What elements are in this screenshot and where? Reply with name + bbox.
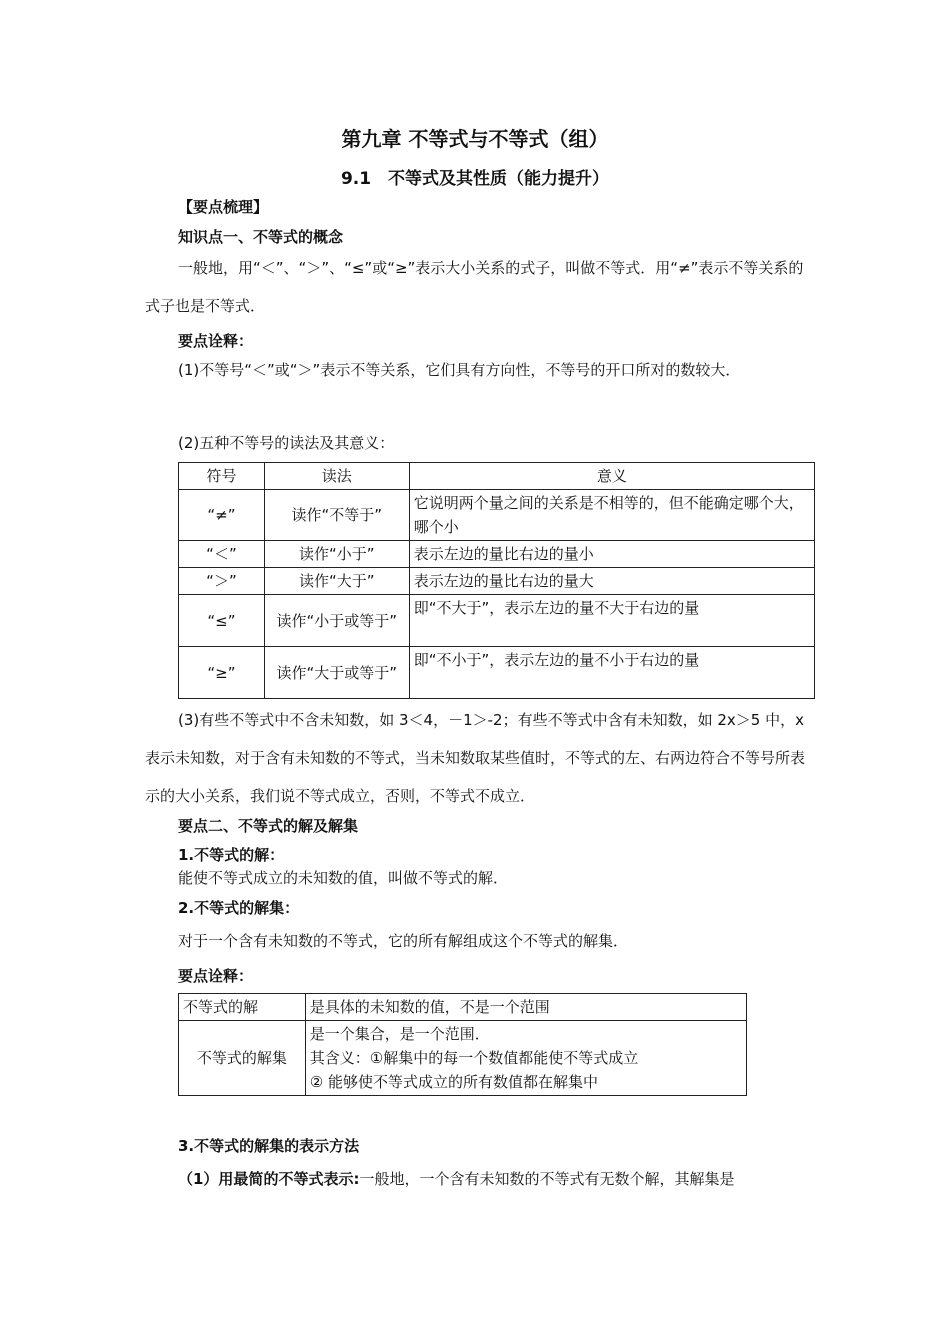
meaning-cell: 表示左边的量比右边的量大 <box>409 568 814 595</box>
solution-set-table <box>178 993 747 1096</box>
kp1-note1: (1)不等号“＜”或“＞”表示不等关系，它们具有方向性，不等号的开口所对的数较大． <box>178 361 741 379</box>
kp2-sub2-heading: 2.不等式的解集： <box>178 899 300 917</box>
reading-cell: 读作“小于” <box>264 541 409 568</box>
kp2-sub3-line <box>178 1168 734 1189</box>
table-header-row <box>179 463 815 490</box>
reading-cell: 读作“大于” <box>264 568 409 595</box>
table-row <box>179 994 747 1021</box>
symbol-cell: “≤” <box>179 595 265 647</box>
section-heading: 【要点梳理】 <box>178 198 269 216</box>
symbol-cell: “≠” <box>179 490 265 541</box>
page-subtitle: 9.1 不等式及其性质（能力提升） <box>340 169 610 189</box>
kp2-heading: 要点二、不等式的解及解集 <box>178 817 359 835</box>
kp2-sub2-text: 对于一个含有未知数的不等式，它的所有解组成这个不等式的解集． <box>178 932 629 950</box>
reading-cell: 读作“小于或等于” <box>264 595 409 647</box>
table-row <box>179 1021 747 1096</box>
row-label: 不等式的解 <box>179 994 306 1021</box>
symbol-cell: “≥” <box>179 647 265 699</box>
row-text: 是具体的未知数的值，不是一个范围 <box>305 994 746 1021</box>
kp2-sub1-heading: 1.不等式的解： <box>178 846 285 864</box>
meaning-cell: 即“不大于”，表示左边的量不大于右边的量 <box>409 595 814 647</box>
table-header: 意义 <box>409 463 814 490</box>
table-row <box>179 595 815 647</box>
row-text-multi <box>305 1021 746 1096</box>
row-label: 不等式的解集 <box>179 1021 306 1096</box>
kp2-sub3-heading: 3.不等式的解集的表示方法 <box>178 1137 360 1155</box>
meaning-cell: 它说明两个量之间的关系是不相等的，但不能确定哪个大，哪个小 <box>409 490 814 541</box>
reading-cell: 读作“大于或等于” <box>264 647 409 699</box>
table-row <box>179 568 815 595</box>
page-title: 第九章 不等式与不等式（组） <box>341 127 609 151</box>
symbol-cell: “＜” <box>179 541 265 568</box>
reading-cell: 读作“不等于” <box>264 490 409 541</box>
table-row <box>179 647 815 699</box>
meaning-cell: 即“不小于”，表示左边的量不小于右边的量 <box>409 647 814 699</box>
sub3-text: 一般地，一个含有未知数的不等式有无数个解，其解集是 <box>359 1170 735 1188</box>
sub3-bold-label: （1）用最简的不等式表示: <box>178 1170 360 1188</box>
row-line: 是一个集合，是一个范围． <box>309 1025 490 1043</box>
row-line: 其含义：①解集中的每一个数值都能使不等式成立 <box>309 1049 639 1067</box>
row-line: ② 能够使不等式成立的所有数值都在解集中 <box>309 1073 598 1091</box>
kp1-heading: 知识点一、不等式的概念 <box>178 228 344 246</box>
table-row <box>179 490 815 541</box>
symbol-cell: “＞” <box>179 568 265 595</box>
table-row <box>179 541 815 568</box>
kp1-note-heading: 要点诠释： <box>178 332 254 350</box>
inequality-symbols-table <box>178 462 815 699</box>
table-header: 读法 <box>264 463 409 490</box>
kp1-note3: (3)有些不等式中不含未知数，如 3＜4，－1＞-2；有些不等式中含有未知数，如 2x＞5 中，x 表示未知数，对于含有未知数的不等式，当未知数取某些值时，不等式的左、右两边符合不等号所表示的大小关系，我们说不等式成立，否则，不等式不成立． <box>145 711 806 805</box>
kp1-note2: (2)五种不等号的读法及其意义： <box>178 434 395 452</box>
kp2-sub1-text: 能使不等式成立的未知数的值，叫做不等式的解． <box>178 869 509 887</box>
kp1-paragraph: 一般地，用“＜”、“＞”、“≤”或“≥”表示大小关系的式子，叫做不等式．用“≠”表示不等关系的式子也是不等式． <box>145 259 804 315</box>
table-header: 符号 <box>179 463 265 490</box>
kp2-note-heading: 要点诠释： <box>178 967 254 985</box>
meaning-cell: 表示左边的量比右边的量小 <box>409 541 814 568</box>
